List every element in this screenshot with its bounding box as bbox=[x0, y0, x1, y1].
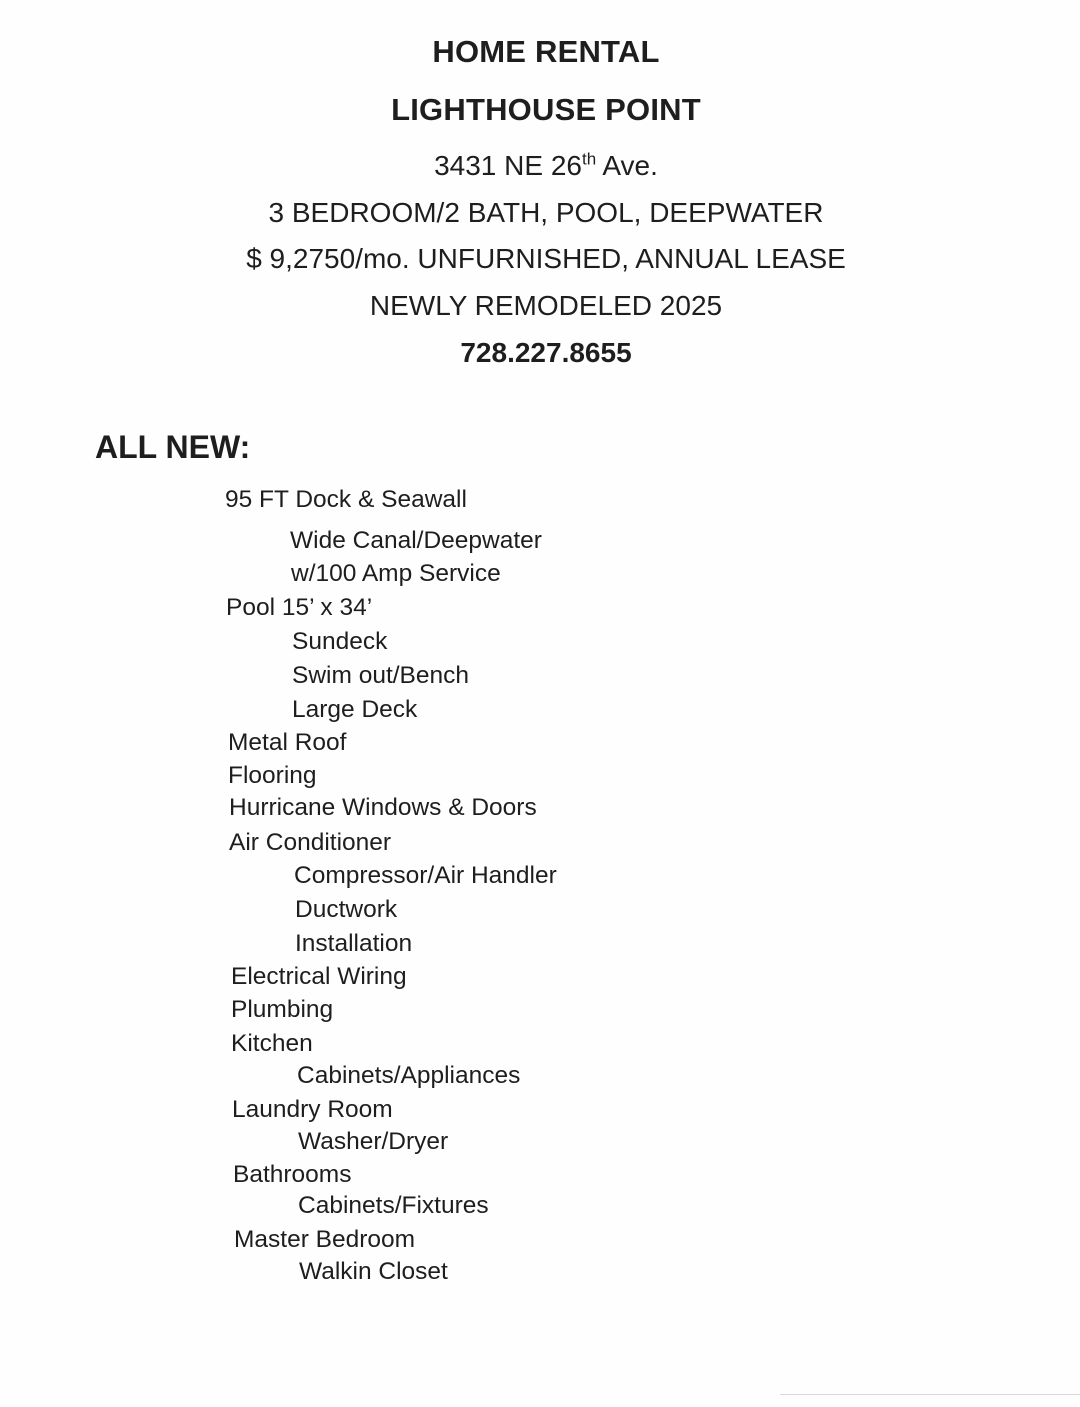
feature-subitem: Wide Canal/Deepwater bbox=[290, 527, 542, 554]
feature-subitem: Compressor/Air Handler bbox=[294, 862, 557, 889]
property-specs: 3 BEDROOM/2 BATH, POOL, DEEPWATER bbox=[268, 197, 824, 228]
phone-number: 728.227.8655 bbox=[460, 337, 632, 368]
feature-subitem: Cabinets/Appliances bbox=[297, 1062, 521, 1089]
features-heading: ALL NEW: bbox=[95, 429, 251, 465]
price-terms: $ 9,2750/mo. UNFURNISHED, ANNUAL LEASE bbox=[246, 243, 846, 274]
feature-item: Laundry Room bbox=[232, 1096, 393, 1123]
feature-item: 95 FT Dock & Seawall bbox=[225, 486, 467, 513]
feature-item: Plumbing bbox=[231, 996, 334, 1023]
feature-subitem: Large Deck bbox=[292, 696, 418, 723]
title-location: LIGHTHOUSE POINT bbox=[391, 92, 701, 127]
feature-item: Pool 15’ x 34’ bbox=[226, 594, 373, 621]
feature-item: Hurricane Windows & Doors bbox=[229, 794, 537, 821]
feature-subitem: Ductwork bbox=[295, 896, 398, 923]
feature-item: Electrical Wiring bbox=[231, 963, 407, 990]
feature-subitem: Installation bbox=[295, 930, 413, 957]
address-number: 3431 NE 26 bbox=[434, 150, 582, 181]
feature-item: Metal Roof bbox=[228, 729, 347, 756]
feature-subitem: Sundeck bbox=[292, 628, 388, 655]
feature-subitem: Cabinets/Fixtures bbox=[298, 1192, 489, 1219]
feature-subitem: w/100 Amp Service bbox=[291, 560, 501, 587]
feature-subitem: Washer/Dryer bbox=[298, 1128, 449, 1155]
address-ordinal-suffix: th bbox=[581, 149, 597, 169]
feature-subitem: Walkin Closet bbox=[299, 1258, 448, 1285]
address-street-type: Ave. bbox=[596, 150, 658, 181]
feature-item: Flooring bbox=[228, 762, 317, 789]
feature-item: Master Bedroom bbox=[234, 1226, 416, 1253]
feature-item: Kitchen bbox=[231, 1030, 313, 1057]
feature-subitem: Swim out/Bench bbox=[292, 662, 470, 689]
address-line bbox=[6, 150, 1080, 182]
feature-item: Air Conditioner bbox=[229, 829, 392, 856]
remodeled-note: NEWLY REMODELED 2025 bbox=[369, 290, 723, 321]
scan-edge-line bbox=[780, 1394, 1080, 1395]
feature-item: Bathrooms bbox=[233, 1161, 352, 1188]
title-home-rental: HOME RENTAL bbox=[432, 34, 660, 69]
